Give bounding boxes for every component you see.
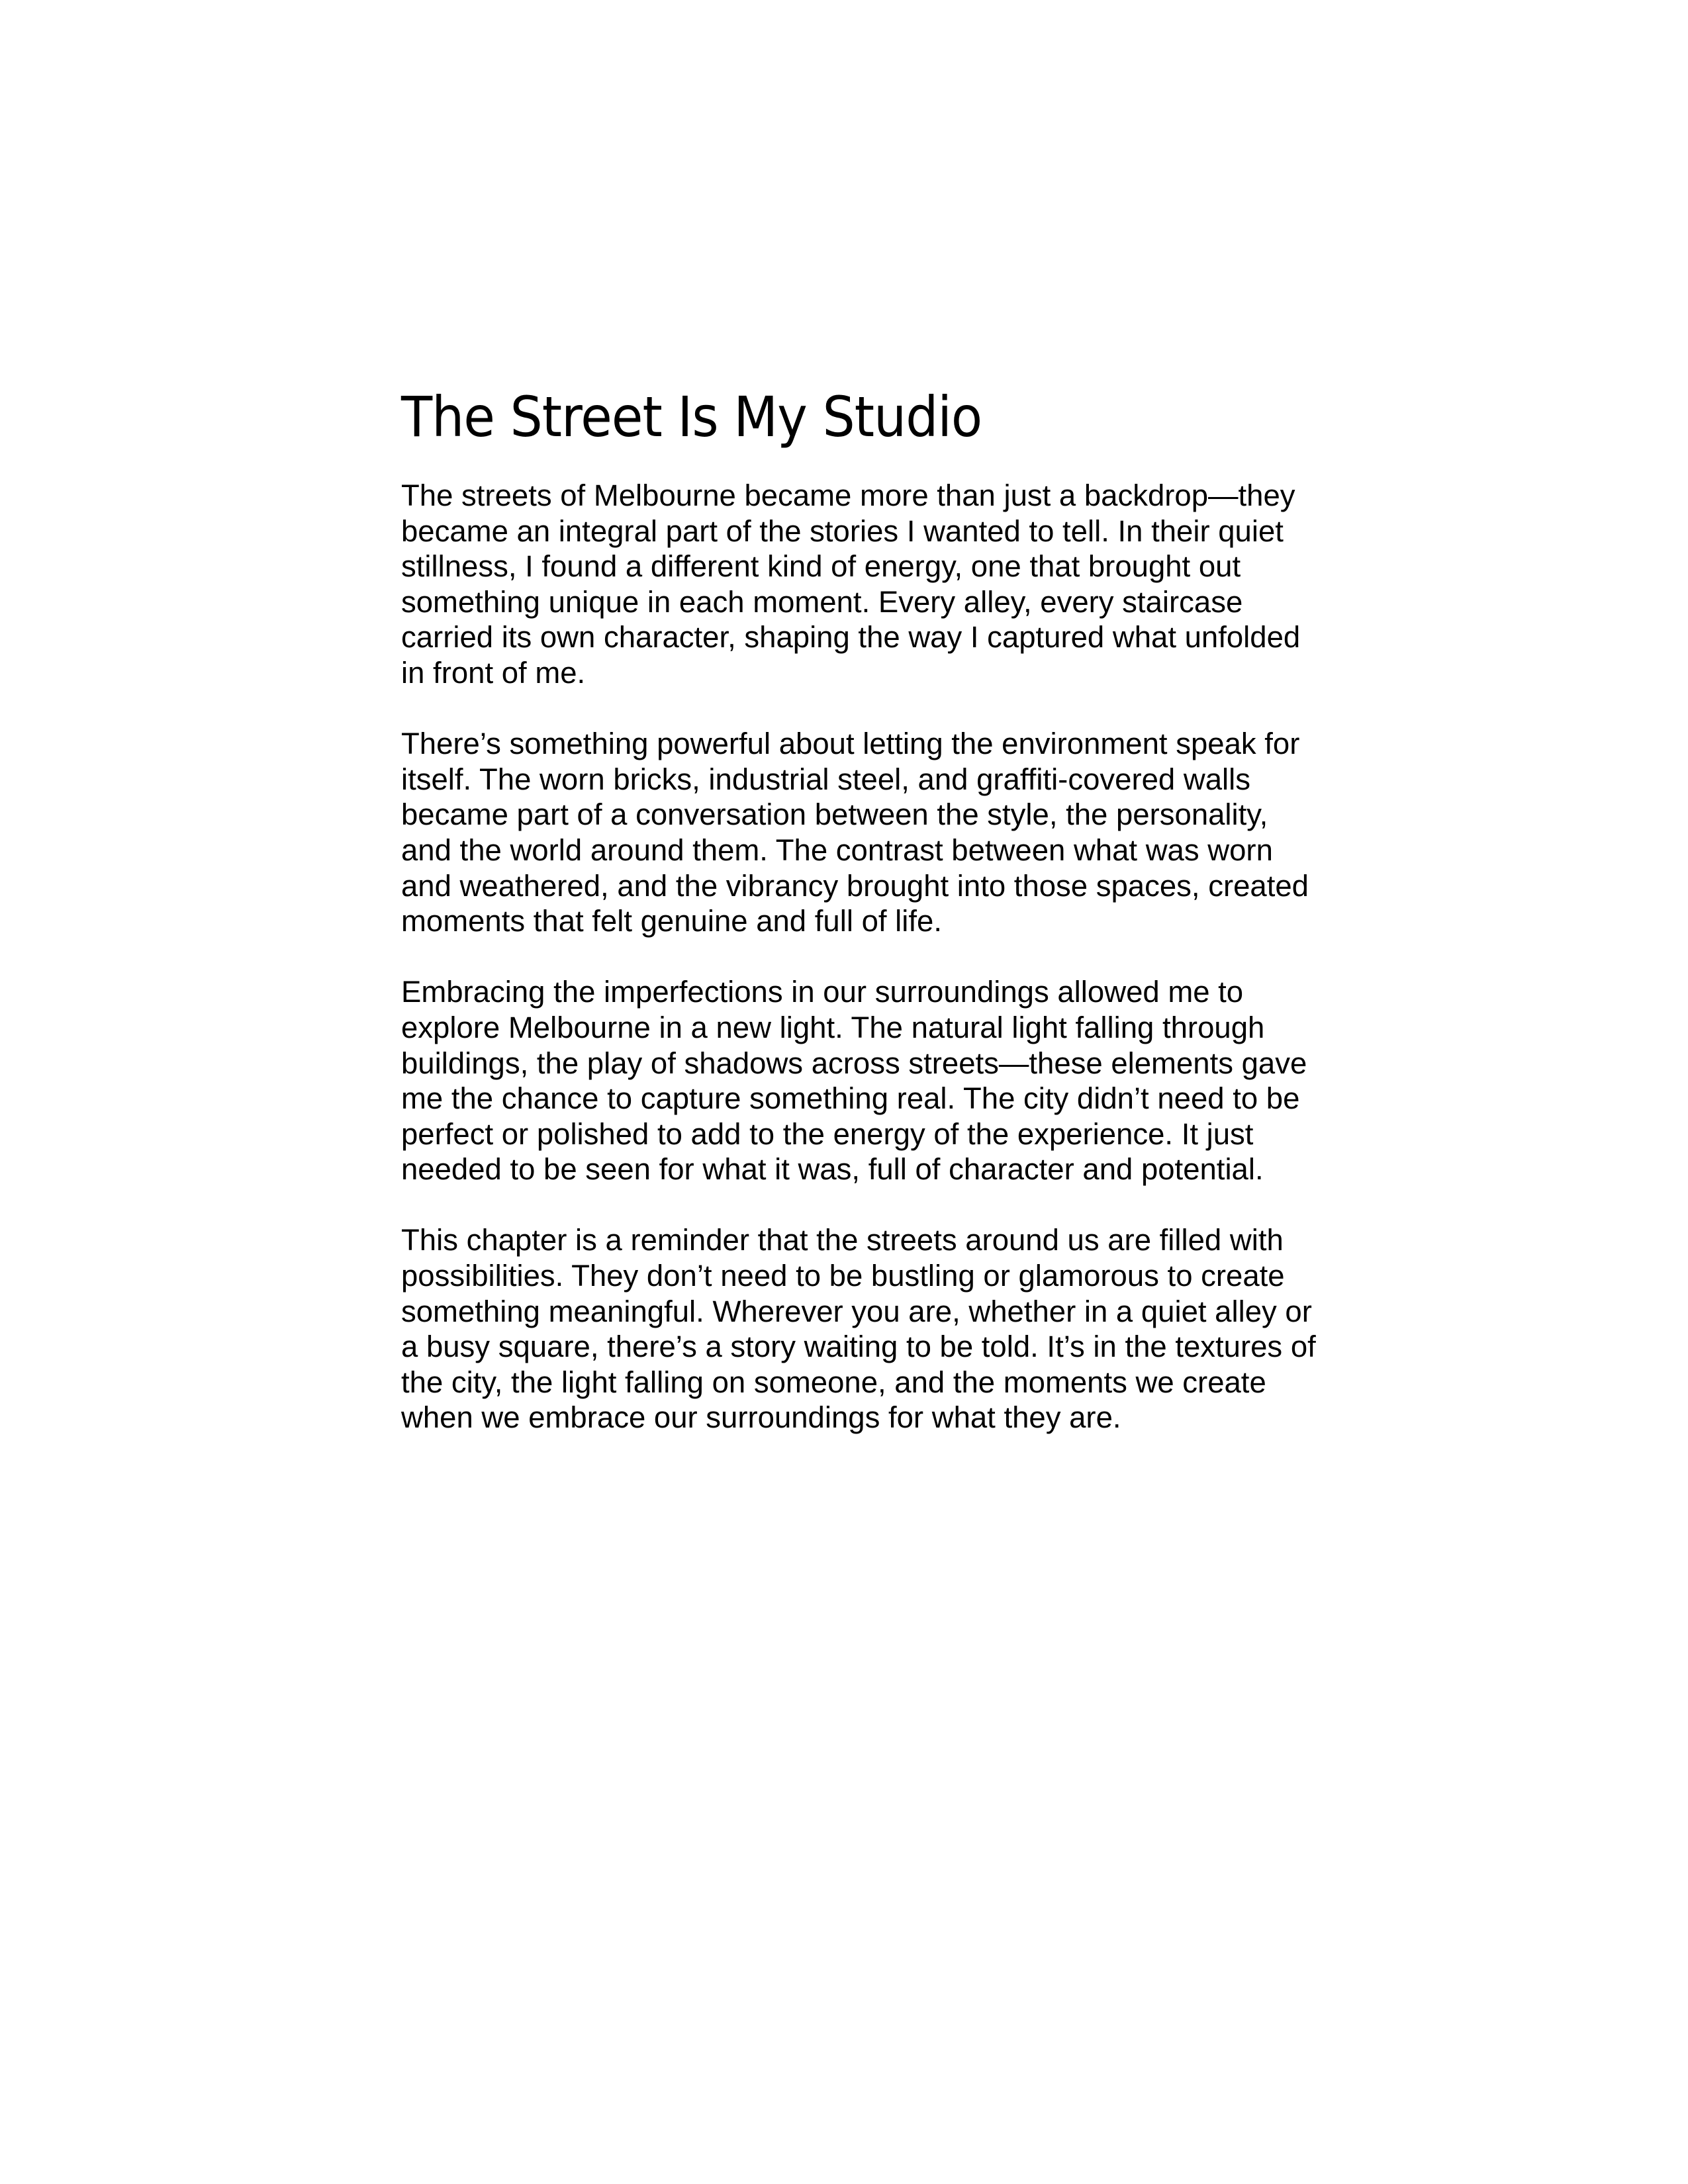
page-title: The Street Is My Studio [401,385,982,449]
text-line: something meaningful. Wherever you are, whether in a quiet alley or [401,1294,1312,1328]
text-line: in front of me. [401,655,586,690]
text-line: the city, the light falling on someone, and the moments we create [401,1365,1266,1399]
text-line: something unique in each moment. Every alley, every staircase [401,584,1243,619]
text-line: me the chance to capture something real. The city didn’t need to be [401,1081,1300,1116]
text-line: and weathered, and the vibrancy brought into those spaces, created [401,868,1309,903]
text-line: There’s something powerful about letting the environment speak for [401,727,1300,761]
text-line: when we embrace our surroundings for what they are. [401,1400,1121,1435]
text-line: a busy square, there’s a story waiting to be told. It’s in the textures of [401,1330,1316,1364]
text-line: became an integral part of the stories I wanted to tell. In their quiet [401,514,1284,548]
document-page [401,383,1341,1471]
paragraph-2 [401,726,1341,939]
text-line: moments that felt genuine and full of life. [401,904,942,938]
text-line: needed to be seen for what it was, full of character and potential. [401,1152,1264,1187]
text-line: perfect or polished to add to the energy of the experience. It just [401,1116,1254,1151]
text-line: became part of a conversation between the style, the personality, [401,797,1268,832]
paragraph-4 [401,1222,1341,1435]
text-line: and the world around them. The contrast between what was worn [401,833,1273,867]
paragraph-3 [401,974,1341,1187]
text-line: This chapter is a reminder that the streets around us are filled with [401,1223,1284,1257]
text-line: explore Melbourne in a new light. The natural light falling through [401,1010,1265,1044]
text-line: possibilities. They don’t need to be bustling or glamorous to create [401,1259,1285,1293]
text-line: Embracing the imperfections in our surroundings allowed me to [401,975,1244,1009]
text-line: carried its own character, shaping the way I captured what unfolded [401,620,1301,655]
text-line: buildings, the play of shadows across streets—these elements gave [401,1046,1307,1080]
text-line: itself. The worn bricks, industrial steel, and graffiti-covered walls [401,762,1250,796]
text-line: The streets of Melbourne became more than just a backdrop—they [401,478,1295,512]
text-line: stillness, I found a different kind of energy, one that brought out [401,549,1241,584]
paragraph-1 [401,478,1341,691]
